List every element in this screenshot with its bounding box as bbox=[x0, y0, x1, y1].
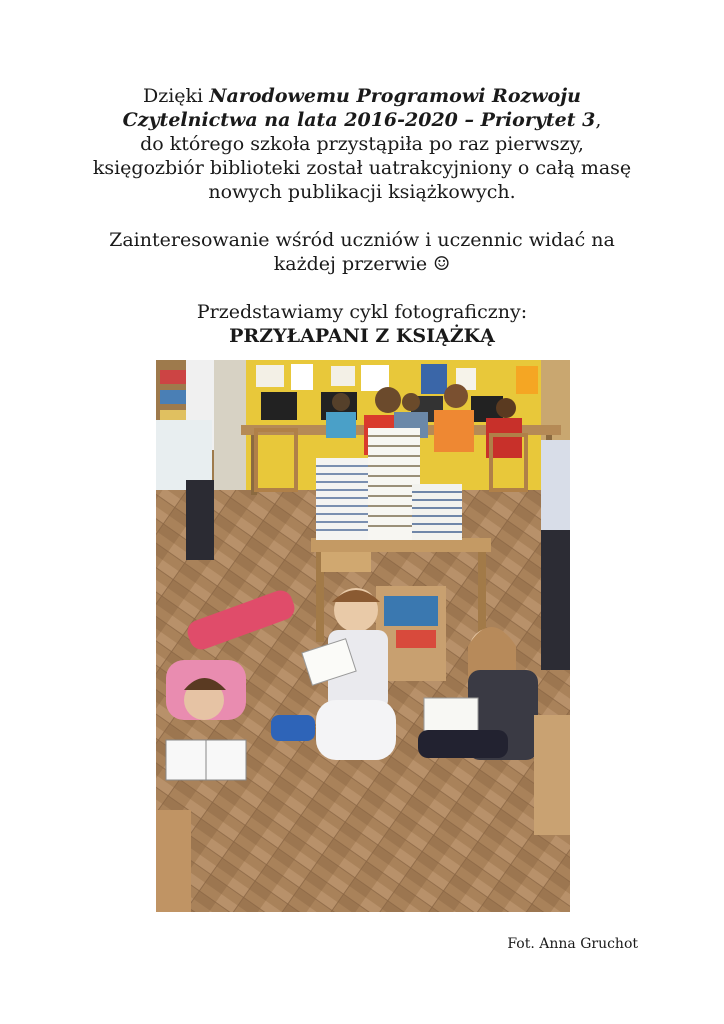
intro-line3: do którego szkoła przystąpiła po raz pierwszy, bbox=[140, 133, 584, 155]
program-name-part1: Narodowemu Programowi Rozwoju bbox=[209, 85, 581, 107]
document-text bbox=[0, 84, 724, 348]
series-title: PRZYŁAPANI Z KSIĄŻKĄ bbox=[229, 325, 495, 347]
series-paragraph bbox=[0, 300, 724, 348]
series-intro: Przedstawiamy cykl fotograficzny: bbox=[196, 301, 528, 323]
intro-line1-pre: Dzięki bbox=[142, 85, 210, 107]
program-name-part2: Czytelnictwa na lata 2016-2020 – Priorytet 3 bbox=[122, 109, 596, 131]
intro-line2-post: , bbox=[595, 109, 602, 131]
library-photo bbox=[156, 360, 570, 912]
photo-credit: Fot. Anna Gruchot bbox=[507, 936, 638, 952]
interest-line1: Zainteresowanie wśród uczniów i uczennic widać na bbox=[109, 229, 615, 251]
intro-line4: księgozbiór biblioteki został uatrakcyjniony o całą masę bbox=[92, 157, 632, 179]
interest-line2: każdej przerwie ☺ bbox=[273, 253, 451, 275]
interest-paragraph bbox=[0, 228, 724, 276]
intro-paragraph bbox=[0, 84, 724, 204]
intro-line5: nowych publikacji książkowych. bbox=[208, 181, 516, 203]
